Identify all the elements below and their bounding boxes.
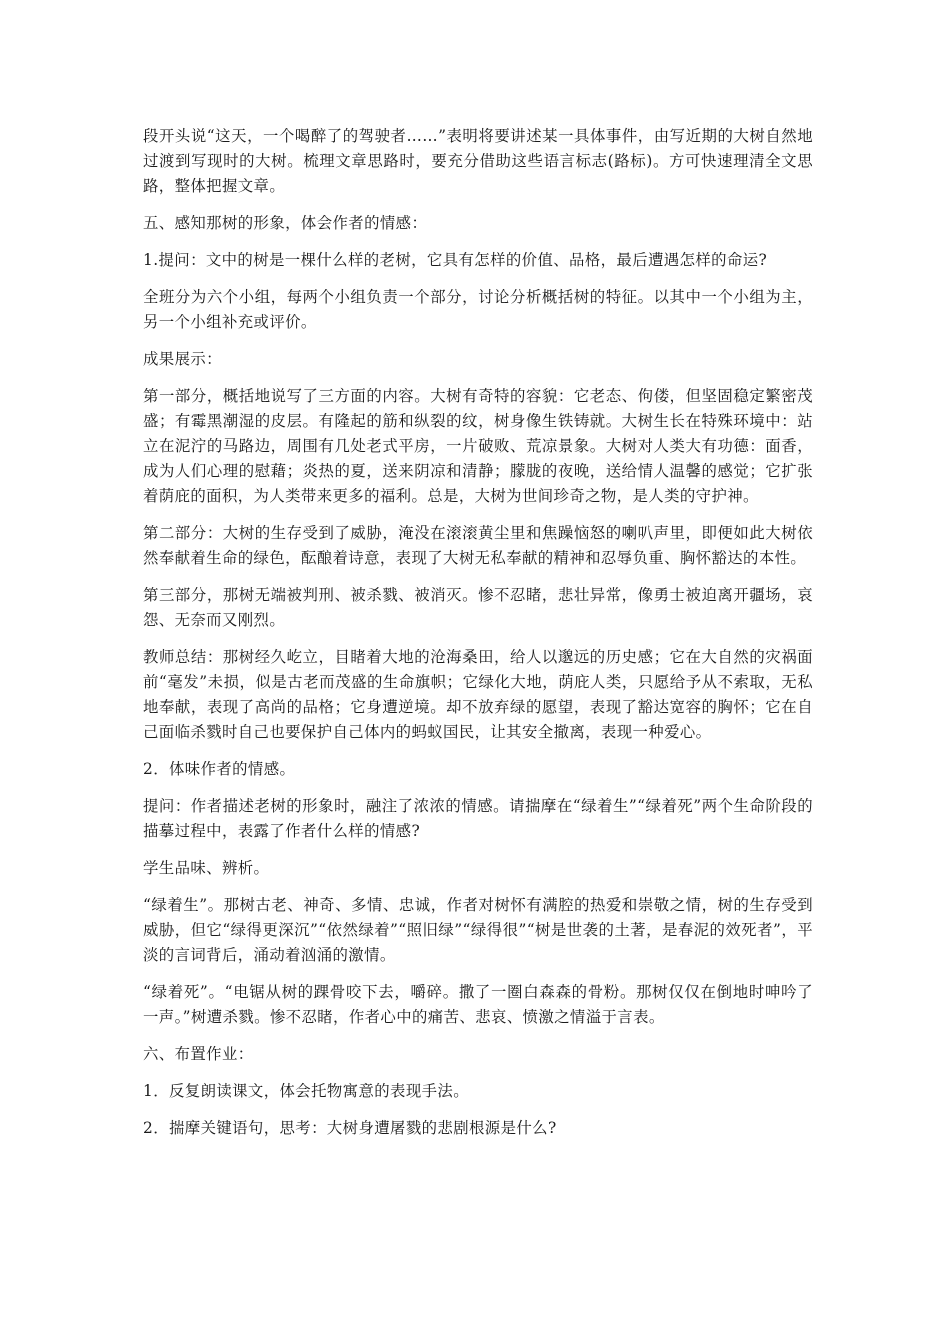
paragraph-prompt: 提问：作者描述老树的形象时，融注了浓浓的情感。请揣摩在“绿着生”“绿着死”两个生命阶段的描摹过程中，表露了作者什么样的情感? — [143, 797, 813, 840]
paragraph-intro: 段开头说“这天，一个喝醉了的驾驶者……”表明将要讲述某一具体事件，由写近期的大树自然地过渡到写现时的大树。梳理文章思路时，要充分借助这些语言标志(路标)。方可快速理清全文思路，整体把握文章。 — [143, 127, 813, 195]
document-body — [143, 124, 813, 1153]
section-heading-5: 五、感知那树的形象，体会作者的情感： — [143, 214, 428, 232]
paragraph-green-dying: “绿着死”。“电锯从树的踝骨咬下去，嚼碎。撒了一圈白森森的骨粉。那树仅仅在倒地时呻吟了一声。”树遭杀戮。惨不忍睹，作者心中的痛苦、悲哀、愤激之情溢于言表。 — [143, 983, 813, 1026]
paragraph-results-label: 成果展示： — [143, 350, 222, 368]
section-heading-6: 六、布置作业： — [143, 1045, 254, 1063]
paragraph-part-two: 第二部分：大树的生存受到了威胁，淹没在滚滚黄尘里和焦躁恼怒的喇叭声里，即便如此大树依然奉献着生命的绿色，酝酿着诗意，表现了大树无私奉献的精神和忍辱负重、胸怀豁达的本性。 — [143, 524, 813, 567]
paragraph-green-living: “绿着生”。那树古老、神奇、多情、忠诚，作者对树怀有满腔的热爱和崇敬之情，树的生存受到威胁，但它“绿得更深沉”“依然绿着”“照旧绿”“绿得很”“树是世袭的土著，是春泥的效死者”，平淡的言词背后，涌动着汹涌的激情。 — [143, 896, 813, 964]
homework-item-2: 2．揣摩关键语句，思考：大树身遭屠戮的悲剧根源是什么? — [143, 1119, 557, 1137]
paragraph-student-analysis: 学生品味、辨析。 — [143, 859, 270, 877]
question-1: 1.提问：文中的树是一棵什么样的老树，它具有怎样的价值、品格，最后遭遇怎样的命运? — [143, 251, 768, 269]
paragraph-group-task: 全班分为六个小组，每两个小组负责一个部分，讨论分析概括树的特征。以其中一个小组为主，另一个小组补充或评价。 — [143, 288, 813, 331]
homework-item-1: 1．反复朗读课文，体会托物寓意的表现手法。 — [143, 1082, 470, 1100]
paragraph-part-one: 第一部分，概括地说写了三方面的内容。大树有奇特的容貌：它老态、佝偻，但坚固稳定繁密茂盛；有霉黑潮湿的皮层。有隆起的筋和纵裂的纹，树身像生铁铸就。大树生长在特殊环境中：站立在泥泞的马路边，周围有几处老式平房，一片破败、荒凉景象。大树对人类大有功德：面香，成为人们心理的慰藉；炎热的夏，送来阴凉和清静；朦胧的夜晚，送给情人温馨的感觉；它扩张着荫庇的面积，为人类带来更多的福利。总是，大树为世间珍奇之物，是人类的守护神。 — [143, 387, 813, 505]
paragraph-part-three: 第三部分，那树无端被判刑、被杀戮、被消灭。惨不忍睹，悲壮异常，像勇士被迫离开疆场，哀怨、无奈而又刚烈。 — [143, 586, 813, 629]
question-2: 2．体味作者的情感。 — [143, 760, 296, 778]
paragraph-teacher-summary: 教师总结：那树经久屹立，目睹着大地的沧海桑田，给人以邈远的历史感；它在大自然的灾祸面前“毫发”未损，似是古老而茂盛的生命旗帜；它绿化大地，荫庇人类，只愿给予从不索取，无私地奉献，表现了高尚的品格；它身遭逆境。却不放弃绿的愿望，表现了豁达宽容的胸怀；它在自己面临杀戮时自己也要保护自己体内的蚂蚁国民，让其安全撤离，表现一种爱心。 — [143, 648, 813, 741]
